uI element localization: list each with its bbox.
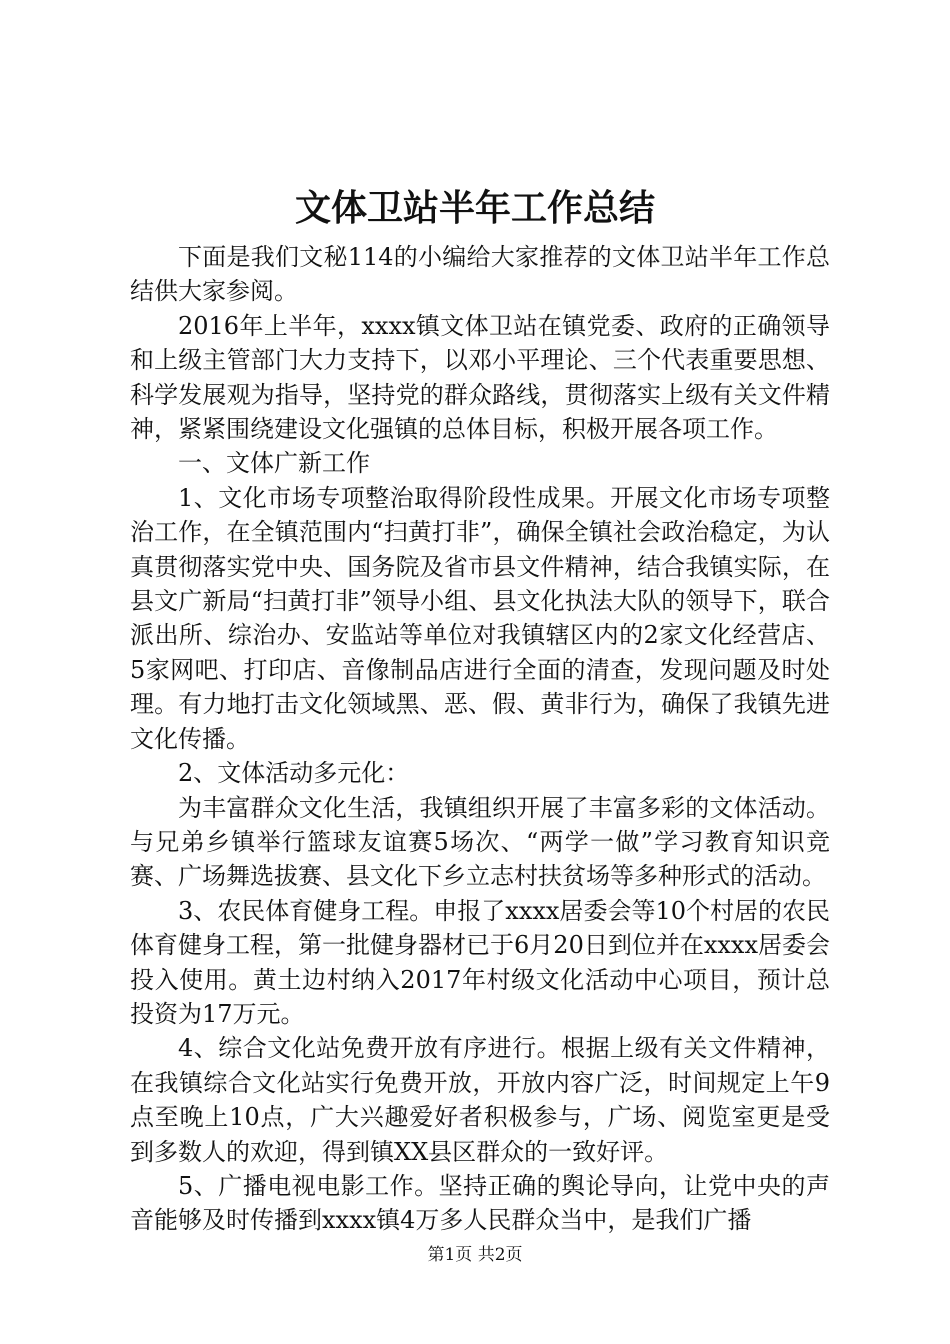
page-number-footer: 第1页 共2页 <box>427 1245 523 1265</box>
paragraph-item-5: 5、广播电视电影工作。坚持正确的舆论导向，让党中央的声音能够及时传播到xxxx镇4万多人民群众当中，是我们广播 <box>130 1171 830 1235</box>
document-body <box>130 240 830 1238</box>
paragraph-item-3: 3、农民体育健身工程。申报了xxxx居委会等10个村居的农民体育健身工程，第一批健身器材已于6月20日到位并在xxxx居委会投入使用。黄土边村纳入2017年村级文化活动中心项目，预计总投资为17万元。 <box>130 896 830 1028</box>
paragraph-item-4: 4、综合文化站免费开放有序进行。根据上级有关文件精神，在我镇综合文化站实行免费开放，开放内容广泛，时间规定上午9点至晚上10点，广大兴趣爱好者积极参与，广场、阅览室更是受到多数人的欢迎，得到镇XX县区群众的一致好评。 <box>130 1034 830 1166</box>
document-title: 文体卫站半年工作总结 <box>294 187 655 229</box>
paragraph-item-2-heading: 2、文体活动多元化： <box>178 759 410 788</box>
paragraph-item-2: 为丰富群众文化生活，我镇组织开展了丰富多彩的文体活动。与兄弟乡镇举行篮球友谊赛5场次、“两学一做”学习教育知识竞赛、广场舞选拔赛、县文化下乡立志村扶贫场等多种形式的活动。 <box>130 793 830 891</box>
paragraph-intro: 下面是我们文秘114的小编给大家推荐的文体卫站半年工作总结供大家参阅。 <box>130 243 830 306</box>
paragraph-overview: 2016年上半年，xxxx镇文体卫站在镇党委、政府的正确领导和上级主管部门大力支持下，以邓小平理论、三个代表重要思想、科学发展观为指导，坚持党的群众路线，贯彻落实上级有关文件精神，紧紧围绕建设文化强镇的总体目标，积极开展各项工作。 <box>130 311 830 444</box>
section-heading-1: 一、文体广新工作 <box>178 449 370 478</box>
paragraph-item-1: 1、文化市场专项整治取得阶段性成果。开展文化市场专项整治工作，在全镇范围内“扫黄打非”，确保全镇社会政治稳定，为认真贯彻落实党中央、国务院及省市县文件精神，结合我镇实际，在县文广新局“扫黄打非”领导小组、县文化执法大队的领导下，联合派出所、综治办、安监站等单位对我镇辖区内的2家文化经营店、5家网吧、打印店、音像制品店进行全面的清查，发现问题及时处理。有力地打击文化领域黑、恶、假、黄非行为，确保了我镇先进文化传播。 <box>130 483 830 753</box>
